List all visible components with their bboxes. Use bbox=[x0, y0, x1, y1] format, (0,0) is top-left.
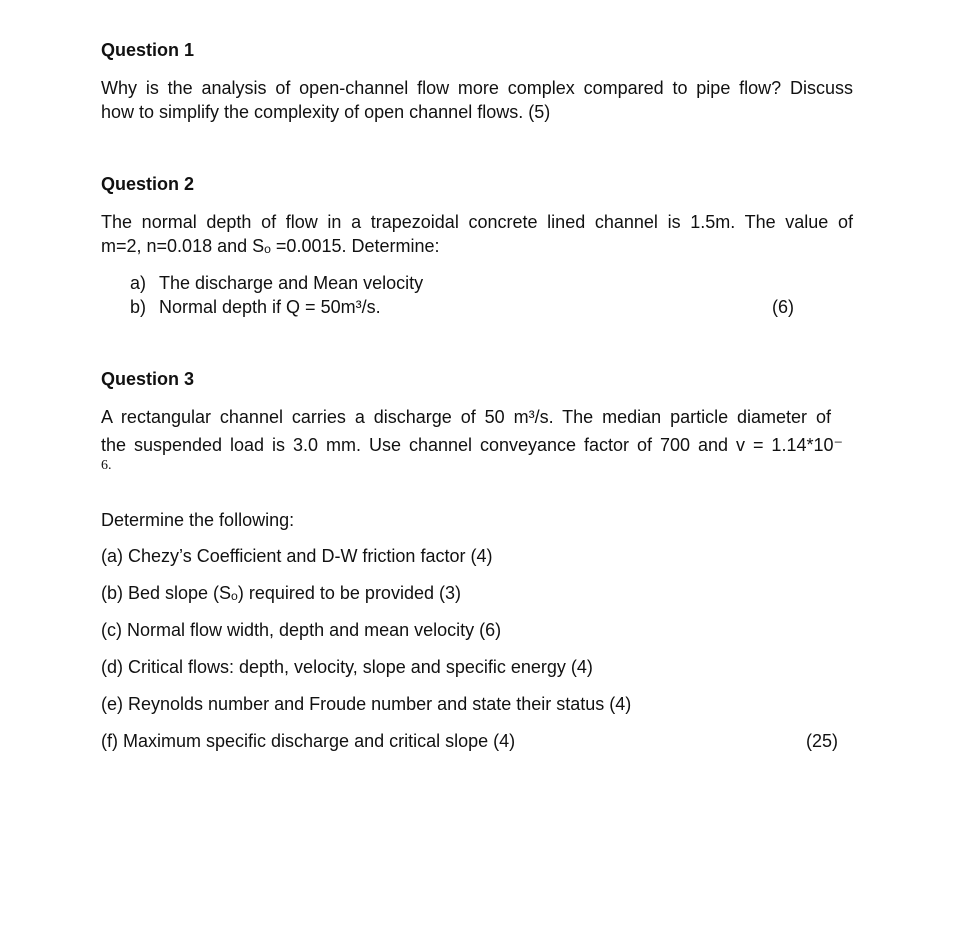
question-3-item-a: (a) Chezy’s Coefficient and D-W friction factor (4) bbox=[101, 546, 493, 566]
question-2-item-a-marker: a) bbox=[130, 273, 147, 293]
question-3-item-e: (e) Reynolds number and Froude number and state their status (4) bbox=[101, 694, 632, 714]
question-2-marks: (6) bbox=[772, 297, 794, 317]
question-1-line-2: how to simplify the complexity of open channel flows. (5) bbox=[101, 102, 551, 122]
question-2-line-2: m=2, n=0.018 and Sₒ =0.0015. Determine: bbox=[101, 236, 440, 256]
question-2-item-b-text: Normal depth if Q = 50m³/s. bbox=[159, 297, 381, 317]
question-3-item-c: (c) Normal flow width, depth and mean velocity (6) bbox=[101, 620, 502, 640]
question-3-intro: Determine the following: bbox=[101, 510, 295, 530]
question-2-line-1: The normal depth of flow in a trapezoidal concrete lined channel is 1.5m. The value of bbox=[101, 212, 853, 232]
question-2-item-a-text: The discharge and Mean velocity bbox=[159, 273, 424, 293]
question-3-heading: Question 3 bbox=[101, 369, 195, 389]
question-3-item-d: (d) Critical flows: depth, velocity, slope and specific energy (4) bbox=[101, 657, 593, 677]
question-3-item-b: (b) Bed slope (Sₒ) required to be provided (3) bbox=[101, 583, 461, 603]
question-3-marks: (25) bbox=[806, 731, 839, 751]
question-2-heading: Question 2 bbox=[101, 174, 195, 194]
question-3-item-f: (f) Maximum specific discharge and critical slope (4) bbox=[101, 731, 516, 751]
question-3-line-2: the suspended load is 3.0 mm. Use channel conveyance factor of 700 and v = 1.14*10⁻ bbox=[101, 435, 843, 455]
question-3-line-3: 6. bbox=[101, 458, 112, 473]
question-1-heading: Question 1 bbox=[101, 40, 195, 60]
question-3-line-1: A rectangular channel carries a discharge of 50 m³/s. The median particle diameter of bbox=[101, 407, 831, 427]
question-2-item-b-marker: b) bbox=[130, 297, 147, 317]
question-1-line-1: Why is the analysis of open-channel flow more complex compared to pipe flow? Discuss bbox=[101, 78, 853, 98]
